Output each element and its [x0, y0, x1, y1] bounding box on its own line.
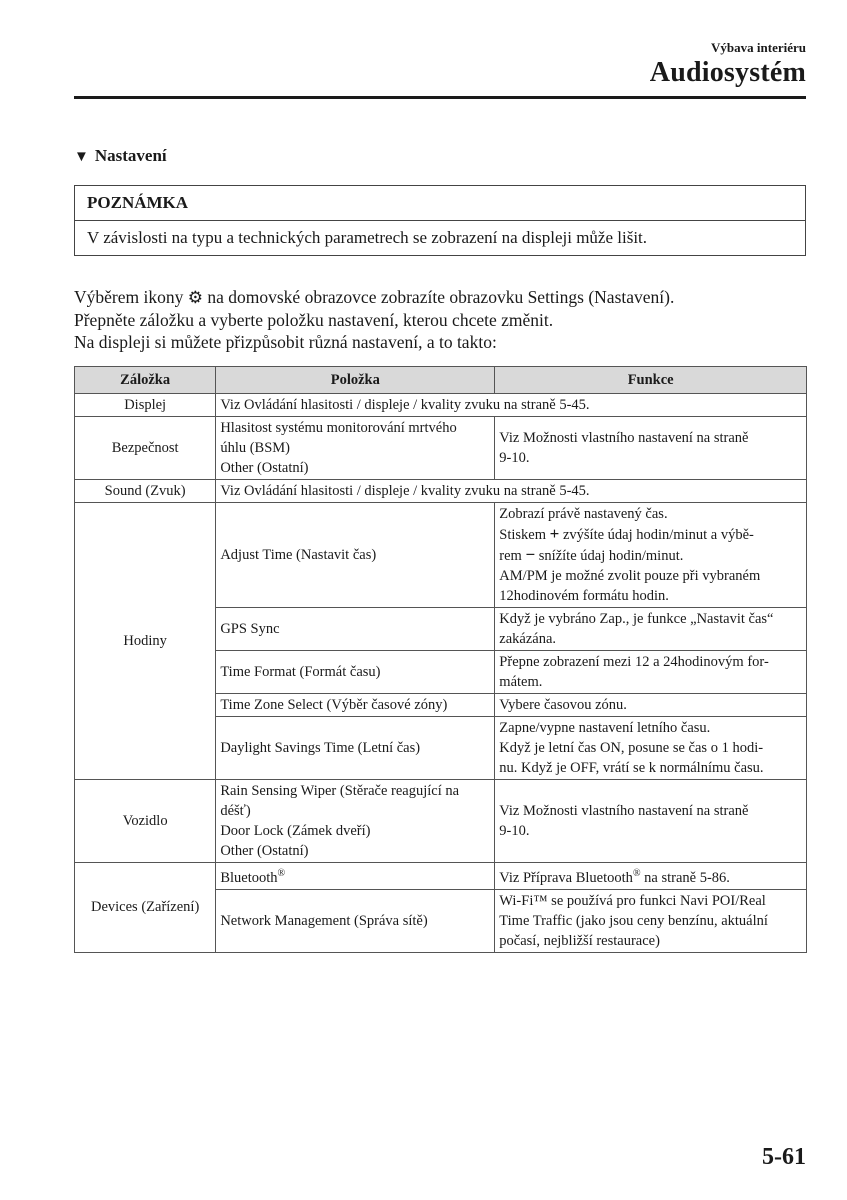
intro-text-b: na domovské obrazovce zobrazíte obrazovku Settings (Nastavení). — [207, 287, 675, 307]
tab-cell: Bezpečnost — [75, 417, 216, 480]
registered-mark: ® — [632, 868, 641, 879]
function-cell — [495, 651, 807, 694]
col-header-tab: Záložka — [75, 367, 216, 394]
section-title: Nastavení — [94, 146, 167, 165]
page-title: Audiosystém — [649, 57, 806, 88]
function-line: Zapne/vypne nastavení letního času. — [499, 720, 711, 736]
item-line: déšť) — [220, 803, 251, 819]
item-line: Rain Sensing Wiper (Stěrače reagující na — [220, 783, 460, 799]
item-cell: Viz Ovládání hlasitosti / displeje / kvality zvuku na straně 5-45. — [216, 480, 807, 503]
function-line: Když je letní čas ON, posune se čas o 1 hodi- — [499, 740, 764, 756]
function-text: zvýšíte údaj hodin/minut a výbě- — [562, 527, 754, 543]
function-line: Time Traffic (jako jsou ceny benzínu, aktuální — [499, 912, 768, 929]
function-text: na straně 5-86. — [644, 869, 730, 886]
tab-cell: Hodiny — [75, 503, 216, 780]
col-header-function: Funkce — [495, 367, 807, 394]
plus-icon: + — [549, 524, 560, 543]
item-line: úhlu (BSM) — [220, 440, 291, 456]
function-line: Viz Možnosti vlastního nastavení na straně — [499, 803, 749, 819]
item-cell — [216, 417, 495, 480]
header-divider — [74, 96, 806, 99]
tab-cell: Vozidlo — [75, 780, 216, 863]
item-cell: Viz Ovládání hlasitosti / displeje / kvality zvuku na straně 5-45. — [216, 394, 807, 417]
item-line: Hlasitost systému monitorování mrtvého — [220, 420, 457, 436]
function-line: zakázána. — [499, 631, 557, 647]
function-line: Zobrazí právě nastavený čas. — [499, 506, 668, 522]
function-line: Wi-Fi™ se používá pro funkci Navi POI/Real — [499, 892, 766, 909]
item-cell — [216, 780, 495, 863]
header-subtitle: Výbava interiéru — [711, 40, 806, 55]
note-heading: POZNÁMKA — [75, 186, 805, 221]
function-line: 9-10. — [499, 450, 530, 466]
function-text: Stiskem — [499, 527, 547, 543]
function-cell — [495, 780, 807, 863]
table-row — [75, 480, 807, 503]
intro-line-2: Přepněte záložku a vyberte položku nastavení, kterou chcete změnit. — [74, 310, 554, 330]
function-text: snížíte údaj hodin/minut. — [538, 548, 684, 564]
page-number: 5-61 — [762, 1144, 806, 1170]
intro-line-1 — [74, 286, 674, 309]
item-cell — [216, 863, 495, 890]
table-header-row — [75, 367, 807, 394]
function-cell — [495, 889, 807, 952]
function-text: Viz Příprava Bluetooth — [499, 869, 633, 886]
function-line: 9-10. — [499, 823, 530, 839]
item-cell: Time Zone Select (Výběr časové zóny) — [216, 694, 495, 717]
tab-cell: Devices (Zařízení) — [75, 863, 216, 953]
item-cell: Network Management (Správa sítě) — [216, 889, 495, 952]
function-cell — [495, 417, 807, 480]
item-cell: Daylight Savings Time (Letní čas) — [216, 717, 495, 780]
function-line: 12hodinovém formátu hodin. — [499, 588, 669, 604]
tab-cell: Sound (Zvuk) — [75, 480, 216, 503]
minus-icon: − — [525, 545, 536, 564]
item-cell: Time Format (Formát času) — [216, 651, 495, 694]
gear-icon: ⚙ — [187, 288, 203, 307]
intro-line-3: Na displeji si můžete přizpůsobit různá nastavení, a to takto: — [74, 332, 497, 352]
table-row — [75, 780, 807, 863]
registered-mark: ® — [277, 868, 286, 879]
function-cell — [495, 608, 807, 651]
col-header-item: Položka — [216, 367, 495, 394]
function-cell: Vybere časovou zónu. — [495, 694, 807, 717]
note-box — [74, 185, 806, 256]
intro-text-a: Výběrem ikony — [74, 287, 184, 307]
intro-paragraph — [74, 286, 674, 353]
item-line: Other (Ostatní) — [220, 460, 309, 476]
function-line — [499, 545, 802, 566]
function-line: mátem. — [499, 674, 543, 690]
function-cell — [495, 503, 807, 608]
function-line: počasí, nejbližší restaurace) — [499, 932, 660, 949]
function-line: Když je vybráno Zap., je funkce „Nastavit čas“ — [499, 611, 774, 627]
function-line: AM/PM je možné zvolit pouze při vybraném — [499, 568, 761, 584]
item-line: Door Lock (Zámek dveří) — [220, 823, 371, 839]
item-line: Other (Ostatní) — [220, 843, 309, 859]
item-cell: GPS Sync — [216, 608, 495, 651]
function-line: Přepne zobrazení mezi 12 a 24hodinovým for- — [499, 654, 769, 670]
item-text: Bluetooth — [220, 869, 278, 886]
table-row — [75, 417, 807, 480]
table-row — [75, 863, 807, 890]
function-line: Viz Možnosti vlastního nastavení na straně — [499, 430, 749, 446]
function-cell — [495, 717, 807, 780]
section-heading — [74, 146, 167, 166]
function-line: nu. Když je OFF, vrátí se k normálnímu času. — [499, 760, 764, 776]
tab-cell: Displej — [75, 394, 216, 417]
note-text: V závislosti na typu a technických parametrech se zobrazení na displeji může lišit. — [87, 228, 648, 247]
function-cell — [495, 863, 807, 890]
triangle-down-icon: ▼ — [74, 149, 89, 165]
function-text: rem — [499, 548, 522, 564]
table-row — [75, 503, 807, 608]
table-row — [75, 394, 807, 417]
function-line — [499, 524, 802, 545]
item-cell: Adjust Time (Nastavit čas) — [216, 503, 495, 608]
settings-table — [74, 366, 807, 953]
